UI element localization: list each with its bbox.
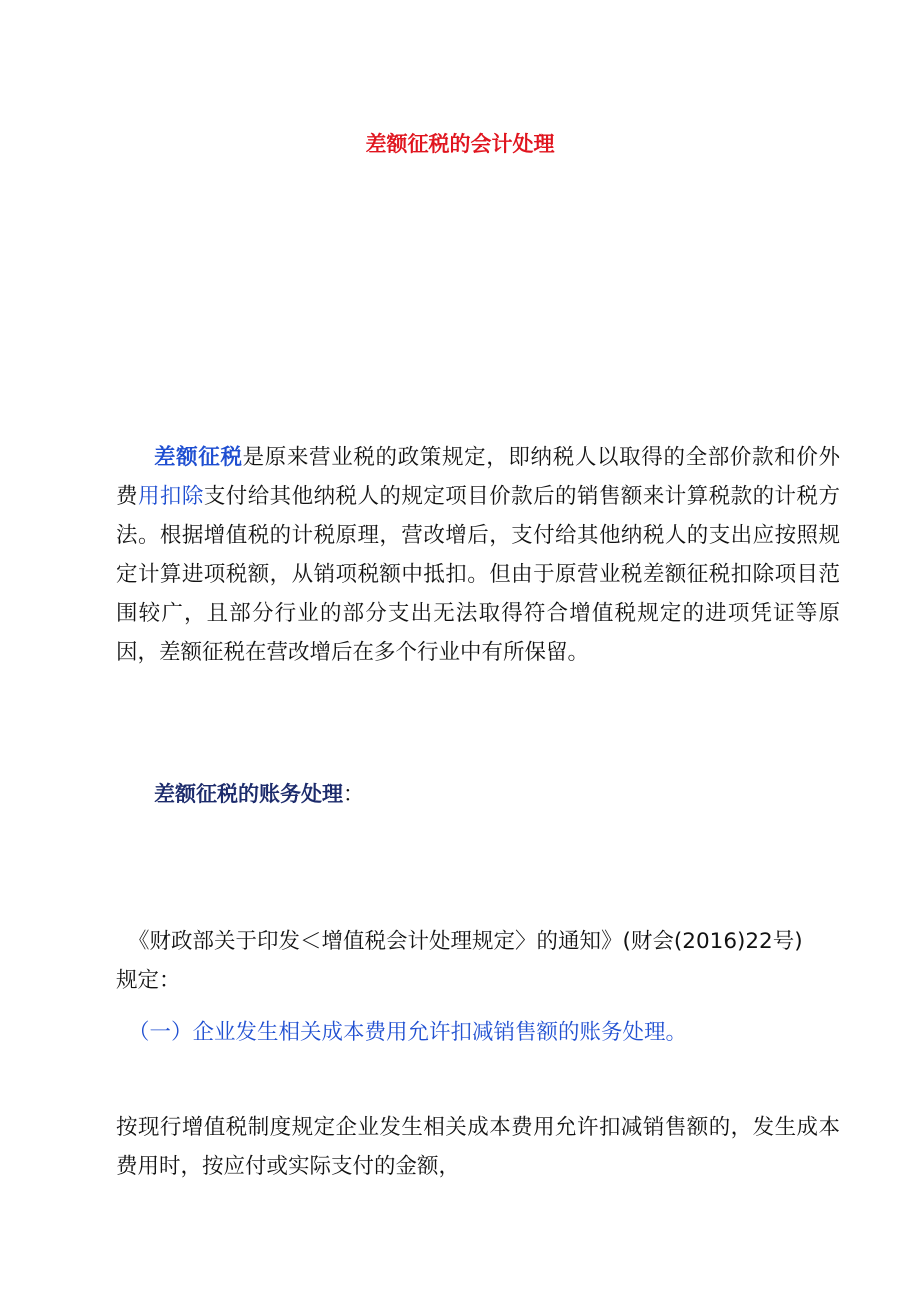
rule-paragraph: 按现行增值税制度规定企业发生相关成本费用允许扣减销售额的，发生成本费用时，按应付或实际支付的金额， [116,1115,840,1179]
intro-text-part2: 支付给其他纳税人的规定项目价款后的销售额来计算税款的计税方法。根据增值税的计税原理，营改增后，支付给其他纳税人的支出应按照规定计算进项税额，从销项税额中抵扣。但由于原营业税差额征税扣除项目范围较广，且部分行业的部分支出无法取得符合增值税规定的进项凭证等原因，差额征税在营改增后在多个行业中有所保留。 [116,484,840,665]
notice-line-1: 《财政部关于印发＜增值税会计处理规定〉的通知》(财会(2016)22号) [128,929,803,954]
notice-line-2: 规定： [116,968,181,993]
document-title: 差额征税的会计处理 [365,132,555,156]
intro-highlight: 用扣除 [137,484,204,509]
section-heading-colon: ： [343,782,364,806]
intro-paragraph [116,438,840,672]
intro-term: 差额征税 [154,445,243,470]
section-heading [154,775,364,814]
intro-text-part1: 是原来营业税的政策规定，即纳税人以取得的全部价款和价外费 [116,445,840,509]
notice-paragraph [116,922,840,1000]
section-heading-text: 差额征税的账务处理 [154,782,343,806]
list-item-one: （一）企业发生相关成本费用允许扣减销售额的账务处理。 [128,1020,688,1045]
